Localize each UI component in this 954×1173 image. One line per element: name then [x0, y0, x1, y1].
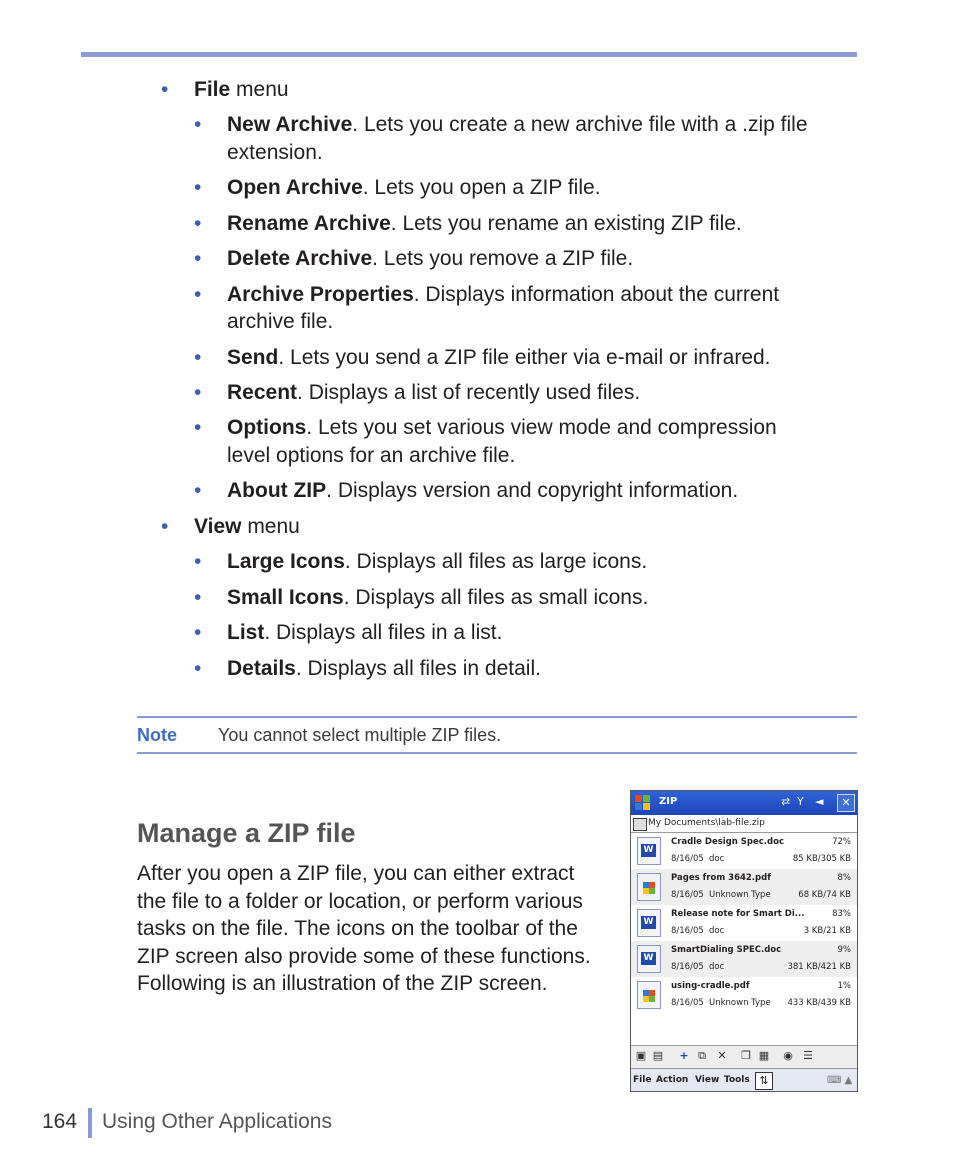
signal-icon[interactable]: Y: [797, 795, 804, 808]
title-bar: [631, 791, 857, 815]
bullet-icon: •: [194, 479, 202, 502]
view-menu-heading: View menu: [194, 515, 300, 538]
note-top-rule: [137, 716, 857, 718]
bullet-icon: •: [194, 176, 202, 199]
bullet-icon: •: [194, 657, 202, 680]
list-item-continuation: archive file.: [227, 310, 334, 333]
details-view-icon[interactable]: ☰: [803, 1049, 813, 1062]
copy-icon[interactable]: ❐: [741, 1049, 751, 1062]
folder-icon: [633, 818, 647, 831]
bullet-icon: •: [161, 78, 169, 101]
menu-bar: [631, 1068, 857, 1092]
menu-action[interactable]: Action: [656, 1075, 689, 1085]
bullet-icon: •: [194, 621, 202, 644]
note-bottom-rule: [137, 752, 857, 754]
list-item: About ZIP. Displays version and copyright information.: [227, 479, 739, 502]
file-row[interactable]: W Release note for Smart Di... 83% 8/16/05 doc 3 KB/21 KB: [631, 905, 857, 941]
connectivity-icon[interactable]: ⇄: [781, 795, 791, 808]
list-item: Archive Properties. Displays information about the current: [227, 283, 780, 306]
menu-tools[interactable]: Tools: [724, 1075, 750, 1085]
bullet-icon: •: [194, 247, 202, 270]
keyboard-icon[interactable]: ⌨ ▲: [827, 1075, 853, 1086]
list-item: Large Icons. Displays all files as large icons.: [227, 550, 648, 573]
list-item: Options. Lets you set various view mode and compression: [227, 416, 777, 439]
unknown-file-icon: [637, 981, 661, 1009]
section-title: Manage a ZIP file: [137, 818, 356, 848]
list-item: New Archive. Lets you create a new archive file with a .zip file: [227, 113, 808, 136]
list-item: Delete Archive. Lets you remove a ZIP file.: [227, 247, 634, 270]
word-doc-icon: [637, 909, 661, 937]
page-number: 164: [42, 1110, 78, 1133]
list-item: Open Archive. Lets you open a ZIP file.: [227, 176, 601, 199]
list-item: Details. Displays all files in detail.: [227, 657, 541, 680]
menu-file[interactable]: File: [633, 1075, 652, 1085]
section-body: After you open a ZIP file, you can either extract the file to a folder or location, or perform various tasks on the file. The icons on the toolbar of the ZIP screen also provide some of these functions. Following is an illustration of the ZIP screen.: [137, 862, 591, 995]
open-folder-icon[interactable]: ▣: [635, 1049, 647, 1062]
file-menu-heading: File menu: [194, 78, 289, 101]
unknown-file-icon: [637, 873, 661, 901]
bullet-icon: •: [194, 550, 202, 573]
bullet-icon: •: [161, 515, 169, 538]
file-row[interactable]: Pages from 3642.pdf 8% 8/16/05 Unknown Type 68 KB/74 KB: [631, 869, 857, 905]
folder-icon[interactable]: ▦: [758, 1049, 770, 1062]
list-item-continuation: level options for an archive file.: [227, 444, 516, 467]
note-text: You cannot select multiple ZIP files.: [218, 725, 502, 745]
volume-icon[interactable]: ◄: [815, 795, 824, 808]
list-item: Small Icons. Displays all files as small icons.: [227, 586, 649, 609]
file-row[interactable]: W Cradle Design Spec.doc 72% 8/16/05 doc 85 KB/305 KB: [631, 833, 857, 869]
bullet-icon: •: [194, 283, 202, 306]
chapter-title: Using Other Applications: [102, 1110, 332, 1133]
info-icon[interactable]: ◉: [783, 1049, 793, 1062]
close-icon[interactable]: ✕: [837, 794, 855, 812]
note-label: Note: [137, 725, 177, 745]
list-item: Recent. Displays a list of recently used files.: [227, 381, 641, 404]
bullet-icon: •: [194, 212, 202, 235]
toolbar: [631, 1045, 857, 1068]
footer-divider: [88, 1108, 92, 1138]
bullet-icon: •: [194, 113, 202, 136]
menu-view[interactable]: View: [695, 1075, 720, 1085]
bullet-icon: •: [194, 381, 202, 404]
list-item-continuation: extension.: [227, 141, 323, 164]
file-row[interactable]: using-cradle.pdf 1% 8/16/05 Unknown Type 433 KB/439 KB: [631, 977, 857, 1013]
path-bar: [631, 816, 857, 833]
add-icon[interactable]: +: [679, 1049, 689, 1062]
list-item: List. Displays all files in a list.: [227, 621, 503, 644]
bullet-icon: •: [194, 346, 202, 369]
archive-path: My Documents\lab-file.zip: [648, 818, 765, 828]
extract-icon[interactable]: ⧉: [698, 1049, 706, 1062]
bullet-icon: •: [194, 416, 202, 439]
bullet-icon: •: [194, 586, 202, 609]
header-rule: [81, 52, 857, 57]
windows-start-icon[interactable]: [634, 794, 652, 812]
input-method-icon[interactable]: ⇅: [755, 1072, 773, 1090]
word-doc-icon: [637, 837, 661, 865]
save-icon[interactable]: ▤: [652, 1049, 664, 1062]
list-item: Rename Archive. Lets you rename an existing ZIP file.: [227, 212, 742, 235]
zip-screen-illustration: [630, 790, 858, 1092]
app-title: ZIP: [659, 796, 678, 807]
list-item: Send. Lets you send a ZIP file either via e-mail or infrared.: [227, 346, 771, 369]
delete-icon[interactable]: ✕: [717, 1049, 727, 1062]
file-row[interactable]: W SmartDialing SPEC.doc 9% 8/16/05 doc 381 KB/421 KB: [631, 941, 857, 977]
word-doc-icon: [637, 945, 661, 973]
